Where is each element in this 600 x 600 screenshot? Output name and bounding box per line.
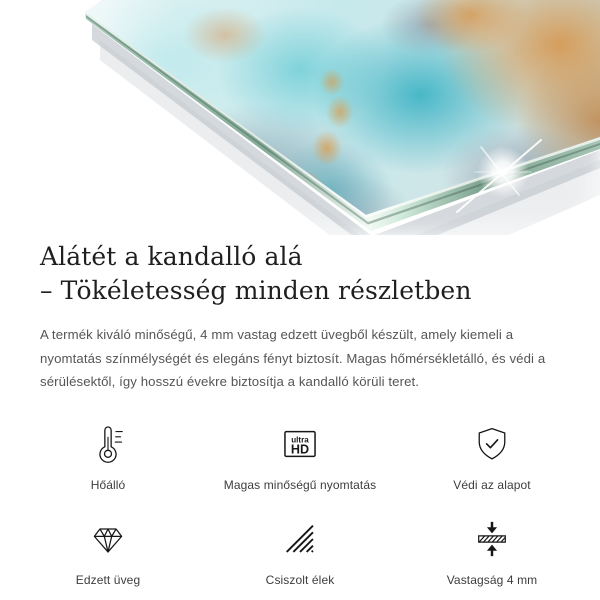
- feature-thickness-4mm: [396, 518, 588, 587]
- ultra-hd-icon: [279, 423, 321, 465]
- feature-high-quality-print: [204, 423, 396, 492]
- thermometer-icon: [87, 423, 129, 465]
- shield-check-icon: [471, 423, 513, 465]
- page-title: [40, 240, 560, 308]
- product-description: A termék kiváló minőségű, 4 mm vastag edzett üvegből készült, amely kiemeli a nyomtatás színmélységét és elegáns fényt biztosít. Magas hőmérsékletálló, és védi a sérülésektől, így hosszú évekre biztosítja a kandalló körüli teret.: [40, 327, 546, 389]
- feature-label: Védi az alapot: [453, 477, 531, 492]
- feature-polished-edges: [204, 518, 396, 587]
- feature-protects-base: [396, 423, 588, 492]
- title-line-1: Alátét a kandalló alá: [40, 242, 303, 271]
- feature-label: Magas minőségű nyomtatás: [223, 477, 377, 492]
- thickness-arrows-icon: [471, 518, 513, 560]
- svg-text:ultra: ultra: [291, 434, 309, 444]
- diamond-icon: [87, 518, 129, 560]
- feature-label: Csiszolt élek: [265, 572, 335, 587]
- title-line-2: – Tökéletesség minden részletben: [40, 276, 472, 305]
- feature-grid: [12, 423, 588, 587]
- feature-label: Hőálló: [90, 477, 126, 492]
- svg-text:HD: HD: [290, 441, 310, 456]
- feature-tempered-glass: [12, 518, 204, 587]
- polished-edges-icon: [279, 518, 321, 560]
- feature-label: Edzett üveg: [75, 572, 141, 587]
- content-block: [0, 240, 600, 587]
- feature-heat-resistant: [12, 423, 204, 492]
- feature-label: Vastagság 4 mm: [446, 572, 538, 587]
- product-image: [0, 0, 600, 235]
